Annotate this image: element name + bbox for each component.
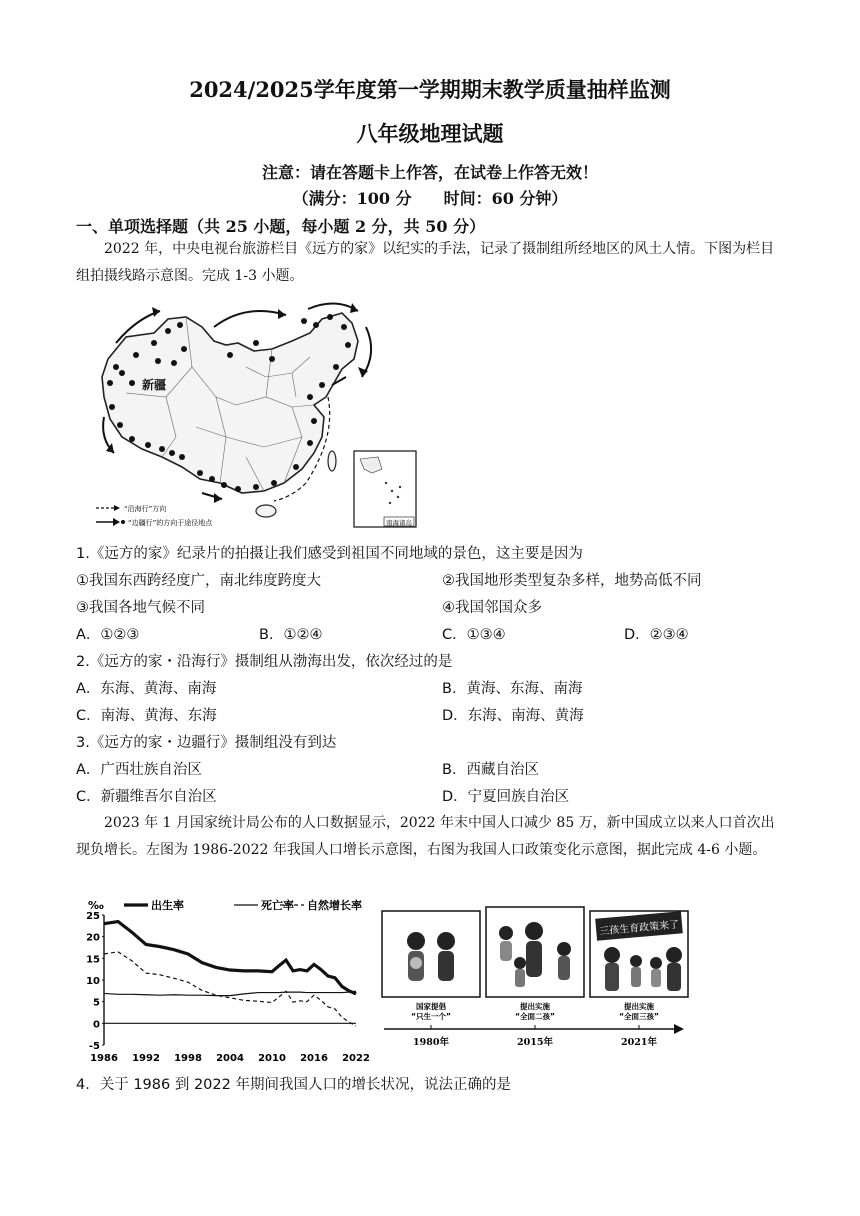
- x-tick-label: 1992: [132, 1053, 160, 1064]
- q2-option-a: A．东海、黄海、南海: [76, 681, 217, 697]
- q2-option-b: B．黄海、东海、南海: [442, 681, 583, 697]
- x-tick-label: 1998: [174, 1053, 202, 1064]
- q3-option-c: C．新疆维吾尔自治区: [76, 789, 217, 805]
- legend-label-2: 死亡率: [261, 899, 294, 912]
- q1-statement-1: ①我国东西跨经度广，南北纬度跨度大: [76, 573, 321, 589]
- x-tick-label: 2010: [258, 1053, 286, 1064]
- q1-option-a: A．①②③: [76, 627, 140, 643]
- series-line-3: [104, 952, 356, 1026]
- policy-2015-text2: “全面二孩”: [515, 1012, 555, 1021]
- population-growth-chart: [84, 895, 384, 1065]
- y-tick-label: 0: [93, 1019, 100, 1031]
- q2-stem: 2.《远方的家・沿海行》摄制组从渤海出发，依次经过的是: [76, 654, 453, 670]
- policy-2015-text1: 提出实施: [520, 1002, 550, 1011]
- timeline-2015: 2015年: [517, 1037, 553, 1048]
- q2-option-c: C．南海、黄海、东海: [76, 708, 217, 724]
- policy-1980-text2: “只生一个”: [411, 1012, 451, 1021]
- x-tick-label: 2004: [216, 1053, 244, 1064]
- exam-title: 2024/2025学年度第一学期期末教学质量抽样监测: [189, 77, 671, 102]
- section-title: 一、单项选择题（共 25 小题，每小题 2 分，共 50 分）: [76, 217, 486, 236]
- y-unit-label: ‰: [88, 899, 104, 912]
- q3-stem: 3.《远方的家・边疆行》摄制组没有到达: [76, 735, 337, 751]
- timeline-2021: 2021年: [621, 1037, 657, 1048]
- q2-option-d: D．东海、南海、黄海: [442, 708, 584, 724]
- legend-border: “边疆行”的方向于途径地点: [128, 519, 213, 527]
- timeline-arrow: [674, 1024, 684, 1034]
- y-tick-label: 15: [86, 954, 100, 966]
- q1-statement-2: ②我国地形类型复杂多样，地势高低不同: [442, 573, 702, 589]
- series-line-2: [104, 991, 356, 995]
- q1-option-d: D．②③④: [624, 627, 689, 643]
- route-map: [96, 297, 418, 529]
- intro-paragraph-1: 2022 年，中央电视台旅游栏目《远方的家》以纪实的手法，记录了摄制组所经地区的风土人情。下图为栏目组拍摄线路示意图。完成 1-3 小题。: [76, 241, 775, 284]
- legend-coastal: “沿海行”方向: [124, 505, 167, 513]
- q3-option-a: A．广西壮族自治区: [76, 762, 202, 778]
- timeline-1980: 1980年: [413, 1037, 449, 1048]
- policy-change-diagram: [380, 905, 690, 1055]
- score-time: （满分：100 分 时间：60 分钟）: [292, 189, 568, 208]
- q3-option-b: B．西藏自治区: [442, 762, 539, 778]
- exam-subtitle: 八年级地理试题: [356, 121, 504, 146]
- policy-1980-text1: 国家提倡: [416, 1002, 446, 1011]
- q1-option-c: C．①③④: [442, 627, 506, 643]
- legend-label-1: 出生率: [151, 899, 184, 912]
- q1-stem: 1.《远方的家》纪录片的拍摄让我们感受到祖国不同地域的景色，这主要是因为: [76, 546, 583, 562]
- q1-option-b: B．①②④: [259, 627, 323, 643]
- legend-label-3: 自然增长率: [307, 899, 362, 912]
- inset-label: 南海诸岛: [386, 519, 412, 527]
- y-tick-label: 10: [86, 976, 100, 987]
- label-xinjiang: 新疆: [142, 378, 167, 392]
- policy-2021-text2: “全面三孩”: [619, 1012, 659, 1021]
- q1-statement-3: ③我国各地气候不同: [76, 600, 205, 616]
- x-tick-label: 2016: [300, 1053, 328, 1064]
- y-tick-label: 25: [86, 911, 100, 922]
- y-tick-label: -5: [88, 1041, 100, 1052]
- x-tick-label: 1986: [90, 1053, 118, 1064]
- three-child-sign: 三孩生育政策来了: [598, 919, 680, 938]
- intro-paragraph-2: 2023 年 1 月国家统计局公布的人口数据显示，2022 年末中国人口减少 85 万，新中国成立以来人口首次出现负增长。左图为 1986-2022 年我国人口增长示意图，右图为我国人口政策变化示意图，据此完成 4-6 小题。: [76, 815, 775, 858]
- x-tick-label: 2022: [342, 1053, 370, 1064]
- series-line-1: [104, 922, 356, 994]
- q4-stem: 4．关于 1986 到 2022 年期间我国人口的增长状况，说法正确的是: [76, 1077, 511, 1093]
- exam-notice: 注意：请在答题卡上作答，在试卷上作答无效！: [261, 163, 598, 182]
- q1-statement-4: ④我国邻国众多: [442, 600, 542, 616]
- y-tick-label: 5: [93, 997, 100, 1009]
- y-tick-label: 20: [86, 932, 100, 944]
- policy-2021-text1: 提出实施: [624, 1002, 654, 1011]
- policy-card-1980: [382, 911, 480, 997]
- q3-option-d: D．宁夏回族自治区: [442, 789, 570, 805]
